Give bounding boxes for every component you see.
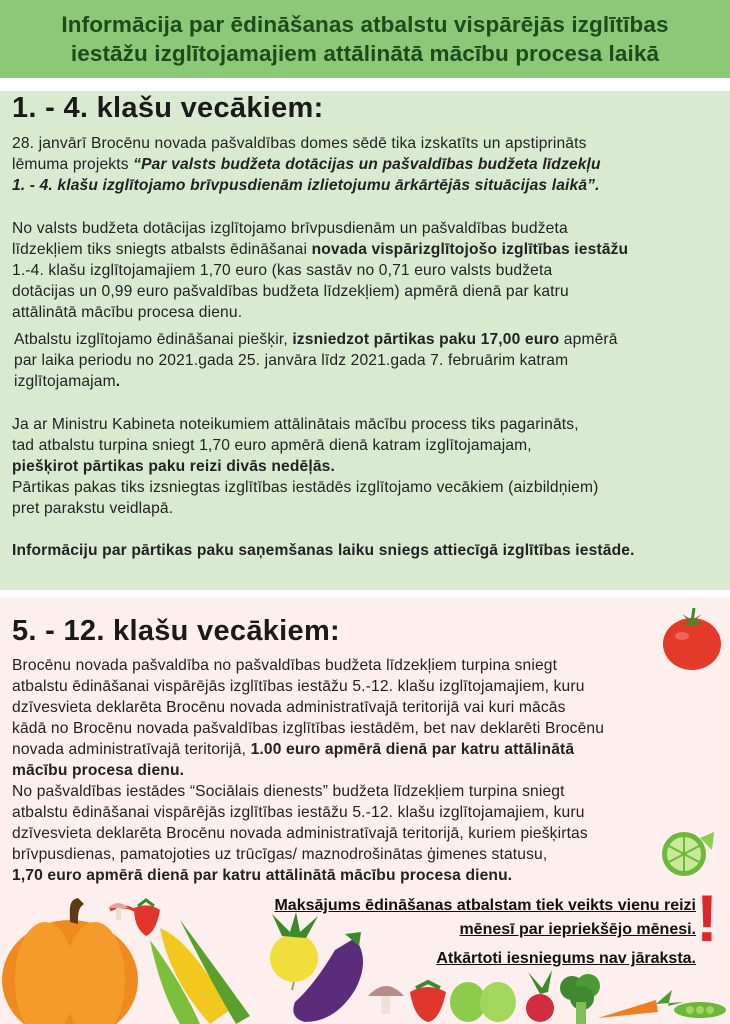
payment-line: Maksājums ēdināšanas atbalstam tiek veikts vienu reizi [274, 897, 696, 914]
text-bold: Informāciju par pārtikas paku saņemšanas laiku sniegs attiecīgā izglītības iestāde. [12, 542, 635, 559]
header-banner [0, 0, 730, 78]
no-repeat-application-note: Atkārtoti iesniegums nav jāraksta. [436, 950, 696, 967]
page-title [61, 10, 668, 68]
page-title-line2: iestāžu izglītojamajiem attālinātā mācību procesa laikā [70, 41, 660, 66]
text-line: No pašvaldības iestādes “Sociālais dienests” budžeta līdzekļiem turpina sniegt [12, 783, 565, 800]
text-line: dzīvesvieta deklarēta Brocēnu novada administratīvajā teritorijā, kuriem piešķirtas [12, 825, 588, 842]
text-bold: izsniedzot pārtikas paku 17,00 euro [292, 331, 560, 348]
section2-paragraph1 [12, 655, 672, 781]
text-line: No valsts budžeta dotācijas izglītojamo brīvpusdienām un pašvaldības budžeta [12, 220, 568, 237]
section2-paragraph2 [12, 781, 692, 886]
text-line: lēmuma projekts [12, 156, 134, 173]
section1-paragraph4 [12, 414, 722, 519]
section2-title: 5. - 12. klašu vecākiem: [12, 615, 341, 647]
text-line: apmērā [559, 331, 618, 348]
text-line: kādā no Brocēnu novada pašvaldības izglītības iestādēm, bet nav deklarēti Brocēnu [12, 720, 605, 737]
text-bold: mācību procesa dienu. [12, 762, 185, 779]
lime-pair-icon [448, 972, 518, 1024]
decision-title: 1. - 4. klašu izglītojamo brīvpusdienām izlietojumu ārkārtējās situācijas laikā”. [12, 177, 600, 194]
text-bold: 1,70 euro apmērā dienā par katru attālinātā mācību procesa dienu. [12, 867, 513, 884]
section1-paragraph3 [14, 329, 724, 392]
text-line: par laika periodu no 2021.gada 25. janvāra līdz 2021.gada 7. februārim katram [14, 352, 569, 369]
strawberry-icon [406, 980, 450, 1024]
eggplant-icon [285, 930, 375, 1024]
text-line: novada administratīvajā teritorijā, [12, 741, 251, 758]
text-bold: 1.00 euro apmērā dienā par katru attālinātā [250, 741, 575, 758]
text-line: dzīvesvieta deklarēta Brocēnu novada administratīvajā teritorijā vai kuri mācās [12, 699, 566, 716]
text-bold: . [115, 373, 121, 390]
section1-paragraph5 [12, 540, 722, 561]
exclamation-mark: ! [696, 881, 718, 955]
text-bold: novada vispārizglītojošo izglītības iestāžu [311, 241, 629, 258]
text-line: Ja ar Ministru Kabineta noteikumiem attālinātais mācību process tiks pagarināts, [12, 416, 579, 433]
payment-line: mēnesī par iepriekšējo mēnesi. [459, 921, 696, 938]
lime-icon [658, 828, 716, 878]
text-line: Atbalstu izglītojamo ēdināšanai piešķir, [14, 331, 293, 348]
text-line: atbalstu ēdināšanai vispārējās izglītības iestāžu 5.-12. klašu izglītojamajiem, kuru [12, 804, 585, 821]
text-line: pret parakstu veidlapā. [12, 500, 174, 517]
text-line: 28. janvārī Brocēnu novada pašvaldības domes sēdē tika izskatīts un apstiprināts [12, 135, 587, 152]
page-title-line1: Informācija par ēdināšanas atbalstu vispārējās izglītības [61, 12, 669, 37]
text-line: tad atbalstu turpina sniegt 1,70 euro apmērā dienā katram izglītojamajam, [12, 437, 532, 454]
text-line: 1.-4. klašu izglītojamajiem 1,70 euro (kas sastāv no 0,71 euro valsts budžeta [12, 262, 553, 279]
mushroom-icon [366, 978, 406, 1018]
decision-title: “Par valsts budžeta dotācijas un pašvaldības budžeta līdzekļu [133, 156, 601, 173]
section1-paragraph1 [12, 133, 722, 196]
corn-icon [150, 920, 260, 1024]
section1-paragraph2 [12, 218, 722, 323]
carrot-peas-icon [596, 980, 730, 1024]
tomato-icon [660, 606, 724, 672]
text-line: Pārtikas pakas tiks izsniegtas izglītības iestādēs izglītojamo vecākiem (aizbildņiem) [12, 479, 599, 496]
text-line: Brocēnu novada pašvaldība no pašvaldības budžeta līdzekļiem turpina sniegt [12, 657, 558, 674]
text-line: atbalstu ēdināšanai vispārējās izglītības iestāžu 5.-12. klašu izglītojamajiem, kuru [12, 678, 585, 695]
text-bold: piešķirot pārtikas paku reizi divās nedēļās. [12, 458, 335, 475]
text-line: līdzekļiem tiks sniegts atbalsts ēdināšanai [12, 241, 312, 258]
text-line: dotācijas un 0,99 euro pašvaldības budžeta līdzekļiem) apmērā dienā par katru [12, 283, 569, 300]
section1-title: 1. - 4. klašu vecākiem: [12, 92, 324, 124]
text-line: izglītojamajam [14, 373, 116, 390]
text-line: attālinātā mācību procesa dienu. [12, 304, 243, 321]
text-line: brīvpusdienas, pamatojoties uz trūcīgas/ maznodrošinātas ģimenes statusu, [12, 846, 548, 863]
